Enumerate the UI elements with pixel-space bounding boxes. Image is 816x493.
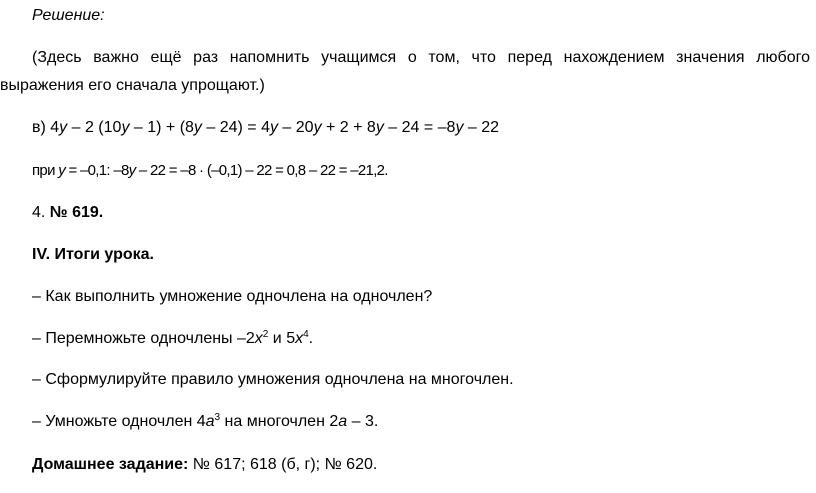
homework — [32, 455, 810, 475]
var-a: a — [338, 413, 348, 430]
var-y: y — [313, 119, 322, 136]
exponent: 4 — [303, 329, 309, 340]
q-text: на многочлен 2 — [220, 413, 339, 430]
note-line-1: (Здесь важно ещё раз напомнить учащимся о том, что перед нахождением значения любого — [32, 49, 810, 66]
var-y: y — [58, 162, 66, 179]
q-text: – 3. — [347, 413, 379, 430]
question-4 — [32, 412, 810, 432]
eq-text: = –0,1: –8 — [65, 162, 129, 179]
q-text: и 5 — [268, 330, 296, 347]
task-label: № 619. — [49, 204, 104, 221]
exponent: 3 — [214, 412, 221, 423]
q-text: – Умножьте одночлен 4 — [32, 413, 206, 430]
homework-text: № 617; 618 (б, г); № 620. — [188, 456, 378, 473]
equation-v — [32, 118, 810, 138]
equation-at-y — [32, 161, 810, 181]
question-1: – Как выполнить умножение одночлена на одночлен? — [32, 288, 433, 305]
exponent: 2 — [262, 329, 269, 340]
var-y: y — [375, 119, 384, 136]
eq-text: при — [32, 162, 59, 179]
eq-text: в) 4 — [32, 119, 60, 136]
var-y: y — [59, 119, 68, 136]
eq-text: – 24) = 4 — [201, 119, 270, 136]
var-y: y — [193, 119, 202, 136]
var-a: a — [205, 413, 215, 430]
homework-label: Домашнее задание: — [32, 456, 189, 473]
eq-text: + 2 + 8 — [321, 119, 376, 136]
note-line-2: выражения его сначала упрощают.) — [0, 77, 265, 94]
q-text: – Перемножьте одночлены –2 — [32, 330, 255, 347]
task-number: 4. — [32, 204, 50, 221]
eq-text: – 1) + (8 — [129, 119, 194, 136]
q-text: . — [308, 330, 314, 347]
var-x: x — [254, 330, 263, 347]
task-4 — [32, 203, 810, 223]
solution-heading: Решение: — [32, 7, 105, 24]
var-y: y — [269, 119, 278, 136]
section-heading: IV. Итоги урока. — [32, 246, 154, 263]
eq-text: – 20 — [277, 119, 314, 136]
question-3: – Сформулируйте правило умножения одночлена на многочлен. — [32, 371, 514, 388]
eq-text: – 22 — [463, 119, 500, 136]
var-y: y — [455, 119, 464, 136]
var-y: y — [121, 119, 130, 136]
eq-text: – 22 = –8 · (–0,1) – 22 = 0,8 – 22 = –21,2. — [135, 162, 388, 179]
eq-text: – 2 (10 — [67, 119, 122, 136]
eq-text: – 24 = –8 — [383, 119, 456, 136]
question-2 — [32, 329, 810, 349]
var-x: x — [295, 330, 304, 347]
var-y: y — [128, 162, 136, 179]
